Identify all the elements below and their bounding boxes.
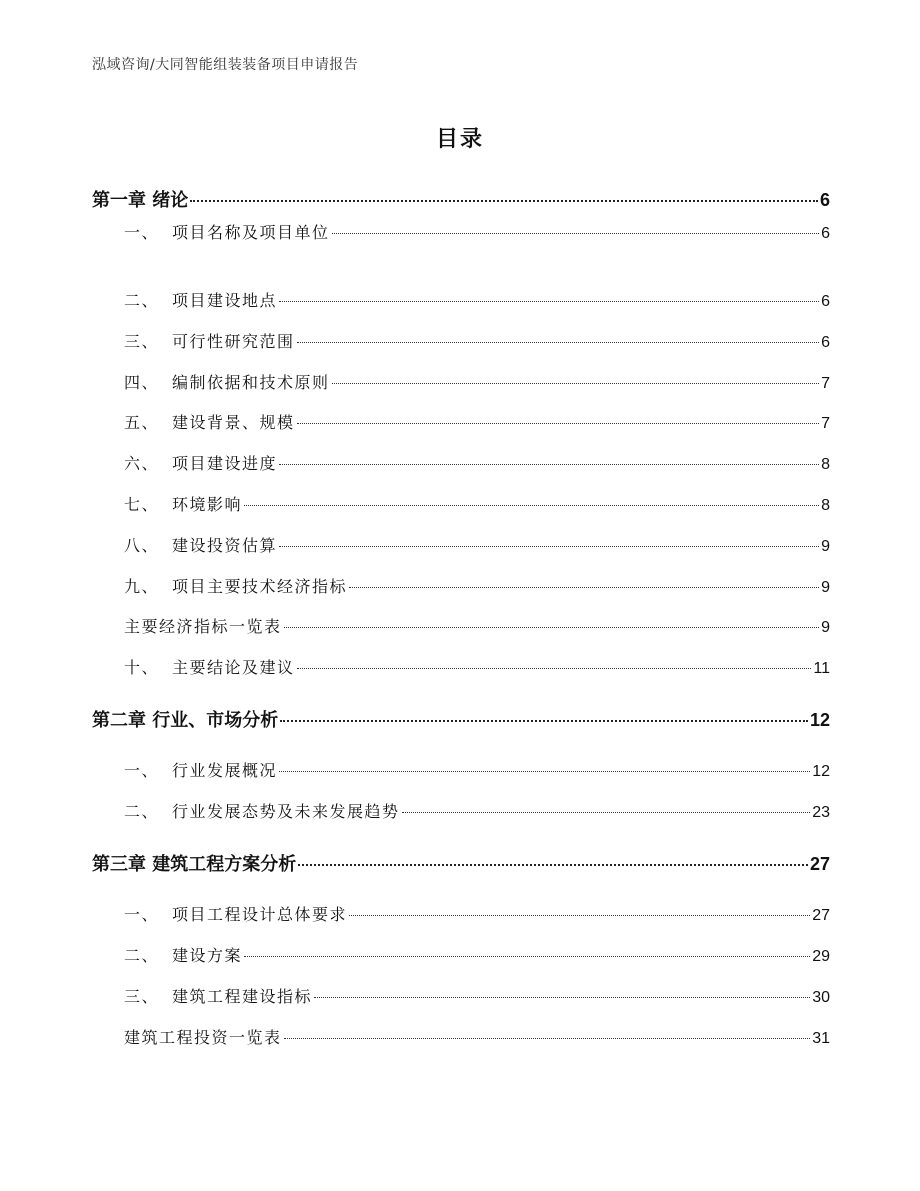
toc-title: 目录 [435, 127, 484, 152]
toc-section-entry[interactable] [124, 943, 830, 966]
toc-entry-number: 三、 [124, 332, 160, 351]
toc-entry-title: 可行性研究范围 [172, 332, 295, 351]
toc-page-number: 9 [821, 579, 830, 596]
toc-dot-leader [349, 587, 819, 588]
toc-section-entry[interactable] [124, 329, 830, 352]
toc-section-entry[interactable] [124, 655, 830, 678]
toc-entry-number: 八、 [124, 536, 160, 555]
toc-page-number: 30 [812, 989, 830, 1006]
toc-page-number: 8 [821, 456, 830, 473]
toc-entry-number: 二、 [124, 291, 160, 310]
toc-entry-number: 一、 [124, 761, 160, 780]
toc-page-number: 6 [821, 334, 830, 351]
toc-dot-leader [279, 771, 810, 772]
toc-entry-title: 项目名称及项目单位 [172, 223, 330, 242]
toc-section-entry[interactable] [124, 1025, 830, 1048]
toc-page-number: 7 [821, 415, 830, 432]
toc-dot-leader [297, 423, 820, 424]
toc-entry-title: 建筑工程投资一览表 [124, 1028, 282, 1047]
toc-section-entry[interactable] [124, 451, 830, 474]
toc-entry-title: 项目建设地点 [172, 291, 278, 310]
toc-entry-title: 建筑工程建设指标 [172, 987, 313, 1006]
toc-chapter-entry[interactable] [92, 850, 830, 876]
toc-section-entry[interactable] [124, 492, 830, 515]
toc-page-number: 31 [812, 1030, 830, 1047]
toc-entry-title: 项目建设进度 [172, 454, 278, 473]
toc-dot-leader [279, 464, 819, 465]
toc-section-entry[interactable] [124, 533, 830, 556]
toc-dot-leader [332, 233, 820, 234]
toc-page-number: 12 [812, 763, 830, 780]
toc-section-entry[interactable] [124, 370, 830, 393]
running-header: 泓域咨询/大同智能组装装备项目申请报告 [92, 57, 359, 73]
toc-dot-leader [279, 301, 819, 302]
toc-dot-leader [298, 864, 808, 866]
toc-page-number: 12 [809, 710, 830, 730]
toc-section-entry[interactable] [124, 288, 830, 311]
toc-section-entry[interactable] [124, 220, 830, 243]
toc-dot-leader [284, 1038, 811, 1039]
toc-entry-number: 二、 [124, 946, 160, 965]
toc-dot-leader [279, 546, 819, 547]
toc-dot-leader [244, 505, 819, 506]
toc-dot-leader [280, 720, 808, 722]
toc-dot-leader [190, 200, 818, 202]
toc-entry-number: 六、 [124, 454, 160, 473]
toc-section-entry[interactable] [124, 984, 830, 1007]
toc-entry-title: 第一章 绪论 [92, 190, 189, 211]
toc-page-number: 6 [821, 293, 830, 310]
toc-dot-leader [284, 627, 820, 628]
toc-chapter-entry[interactable] [92, 186, 830, 212]
toc-entry-number: 三、 [124, 987, 160, 1006]
toc-page-number: 6 [819, 190, 830, 210]
toc-section-entry[interactable] [124, 902, 830, 925]
toc-entry-number: 五、 [124, 413, 160, 432]
toc-entry-title: 项目主要技术经济指标 [172, 577, 348, 596]
toc-page-number: 6 [821, 225, 830, 242]
toc-entry-title: 建设背景、规模 [172, 413, 295, 432]
toc-dot-leader [402, 812, 811, 813]
toc-dot-leader [297, 668, 812, 669]
toc-page-number: 8 [821, 497, 830, 514]
toc-dot-leader [332, 383, 820, 384]
toc-entry-title: 第二章 行业、市场分析 [92, 710, 279, 731]
toc-page-number: 29 [812, 948, 830, 965]
toc-section-entry[interactable] [124, 799, 830, 822]
toc-section-entry[interactable] [124, 410, 830, 433]
toc-section-entry[interactable] [124, 758, 830, 781]
toc-entry-number: 二、 [124, 802, 160, 821]
toc-page-number: 9 [821, 619, 830, 636]
toc-page-number: 27 [812, 907, 830, 924]
toc-entry-number: 七、 [124, 495, 160, 514]
toc-entry-number: 一、 [124, 223, 160, 242]
toc-entry-title: 行业发展态势及未来发展趋势 [172, 802, 400, 821]
toc-page-number: 23 [812, 804, 830, 821]
toc-entry-title: 主要结论及建议 [172, 658, 295, 677]
toc-entry-number: 一、 [124, 905, 160, 924]
toc-section-entry[interactable] [124, 574, 830, 597]
toc-page-number: 11 [813, 660, 830, 677]
toc-page-number: 7 [821, 375, 830, 392]
toc-dot-leader [314, 997, 810, 998]
toc-entry-title: 项目工程设计总体要求 [172, 905, 348, 924]
toc-page-number: 9 [821, 538, 830, 555]
toc-dot-leader [297, 342, 820, 343]
toc-dot-leader [349, 915, 810, 916]
toc-entry-number: 九、 [124, 577, 160, 596]
toc-entry-title: 编制依据和技术原则 [172, 373, 330, 392]
toc-entry-title: 主要经济指标一览表 [124, 617, 282, 636]
toc-entry-title: 环境影响 [172, 495, 243, 514]
toc-dot-leader [244, 956, 810, 957]
toc-entry-title: 建设投资估算 [172, 536, 278, 555]
toc-section-entry[interactable] [124, 614, 830, 637]
toc-chapter-entry[interactable] [92, 706, 830, 732]
toc-entry-title: 建设方案 [172, 946, 243, 965]
toc-page-number: 27 [809, 854, 830, 874]
toc-entry-number: 十、 [124, 658, 160, 677]
toc-entry-number: 四、 [124, 373, 160, 392]
toc-entry-title: 行业发展概况 [172, 761, 278, 780]
toc-entry-title: 第三章 建筑工程方案分析 [92, 854, 297, 875]
